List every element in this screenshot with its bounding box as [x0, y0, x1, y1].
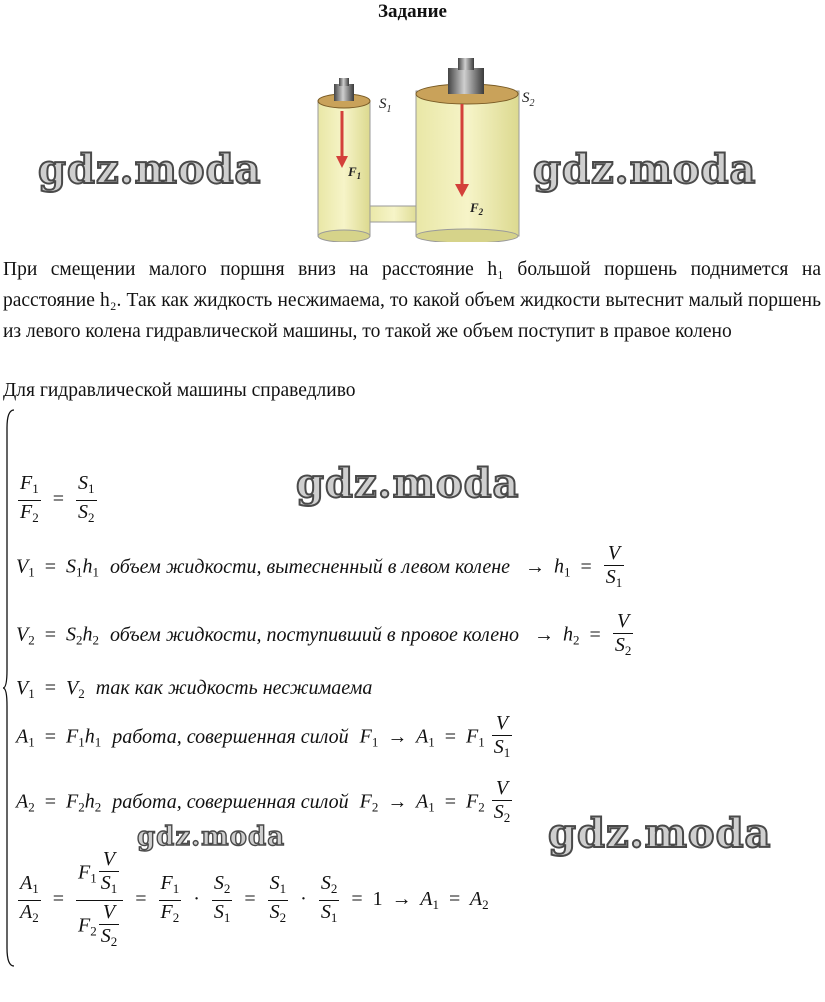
equation-a2: $A_2 = F_2h_2$ работа, совершенная силой $F_2 \to A_1 = F_2$ $\frac{V}{S_2}$ — [16, 777, 511, 825]
watermark: gdz.moda — [296, 460, 520, 507]
label-s1: $S_1$ — [379, 96, 392, 115]
equation-v1: $V_1 = S_1h_1$ объем жидкости, вытесненный в левом колене → $h_1$ = $\frac{V}{S_1}$ — [16, 542, 623, 590]
equation-v2: $V_2 = S_2h_2$ объем жидкости, поступивший в провое колено → $h_2$ = $\frac{V}{S_2}$ — [16, 610, 632, 658]
explanation-paragraph: При смещении малого поршня вниз на расстояние h₁ большой поршень поднимется на расстояние h₂. Так как жидкость несжимаема, то какой объем жидкости вытеснит малый поршень из левого колена гидравлической машины, то такой же объем поступит в правое колено — [3, 259, 821, 342]
equation-work-ratio: $\frac{A_1}{A_2}$ = $F_1$ $\frac{V}{S_1}$ $F_2$ $\frac{V}{S_2}$ = $\frac{F_1}{F_2}$ · $\frac{S_2}{S_1}$ = $\frac{S_1}{S_2}$ · $\frac{S_2}{S_1}$ = $1 \to A_1 = A_2$ — [20, 848, 489, 949]
intro-line: Для гидравлической машины справедливо — [3, 380, 356, 401]
system-brace — [2, 408, 16, 968]
watermark: gdz.moda — [137, 822, 286, 852]
label-f2: $F_2$ — [470, 200, 484, 217]
hydraulic-press-figure — [300, 56, 545, 242]
watermark: gdz.moda — [548, 810, 772, 857]
equation-v-equal: $V_1 = V_2$ так как жидкость несжимаема — [16, 677, 373, 701]
equation-force-ratio: $\frac{F_1}{F_2}$ = $\frac{S_1}{S_2}$ — [20, 472, 95, 525]
equation-a1: $A_1 = F_1h_1$ работа, совершенная силой $F_1 \to A_1 = F_1$ $\frac{V}{S_1}$ — [16, 712, 511, 760]
label-s2: $S_2$ — [522, 90, 535, 109]
watermark: gdz.moda — [533, 146, 757, 193]
hydraulic-press-illustration — [300, 56, 545, 242]
watermark: gdz.moda — [38, 146, 262, 193]
label-f1: $F_1$ — [348, 164, 362, 181]
page-title: Задание — [378, 1, 447, 22]
